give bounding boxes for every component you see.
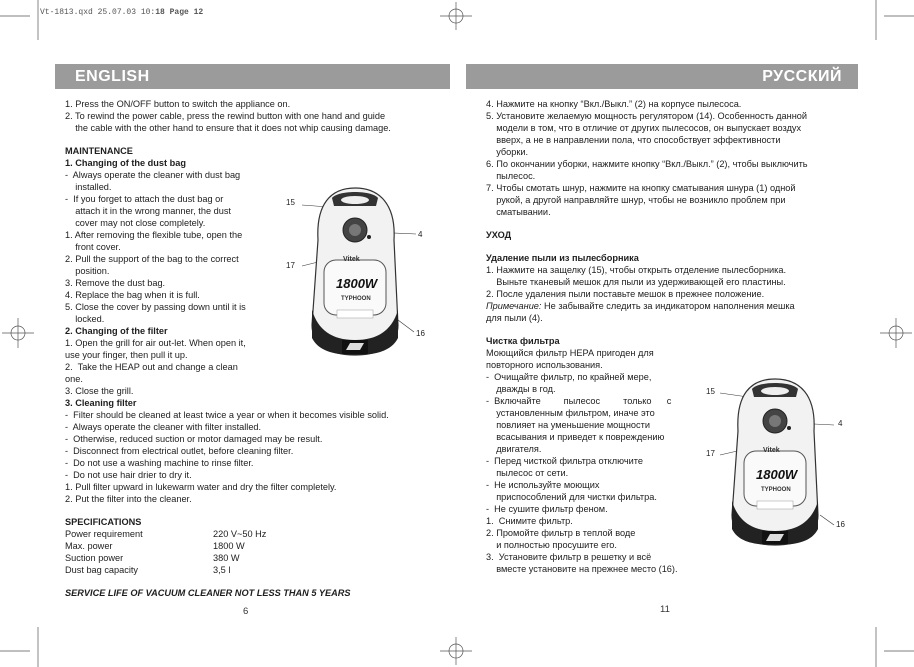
english-banner: ENGLISH [55,64,450,89]
filter-cleaning-line: дважды в год. [486,384,556,394]
cleaning-line: 2. Put the filter into the cleaner. [65,494,192,504]
dust-bag-line: locked. [65,314,105,324]
filter-cleaning-line: - Перед чисткой фильтра отключите [486,456,643,466]
callout-15: 15 [286,198,295,207]
filter-line: 3. Close the grill. [65,386,134,396]
operation-line: рукой, а другой направляйте шнур, чтобы не возникло проблем при [486,195,786,205]
dust-bag-heading: 1. Changing of the dust bag [65,158,186,168]
callout-4: 4 [418,230,423,239]
filter-line: 1. Open the grill for air out-let. When open it, [65,338,246,348]
filter-cleaning-line: и полностью просушите его. [486,540,617,550]
brand-logo: Vitek [343,256,360,263]
operation-line: пылесос. [486,171,536,181]
spec-row: Dust bag capacity 3,5 l [65,565,231,575]
cleaning-line: - Do not use a washing machine to rinse filter. [65,458,254,468]
callout-4: 4 [838,419,843,428]
service-life-note: SERVICE LIFE OF VACUUM CLEANER NOT LESS THAN 5 YEARS [65,588,351,598]
note-line: для пыли (4). [486,313,543,323]
page-number-right: 11 [660,604,670,615]
filter-cleaning-line: - Очищайте фильтр, по крайней мере, [486,372,652,382]
filter-cleaning-line: - Включайте пылесос только с [486,396,672,406]
dust-bag-line: - Always operate the cleaner with dust bag [65,170,241,180]
operation-line: вверх, а не в направлении пола, что способствует эффективности [486,135,781,145]
brand-logo: Vitek [763,447,780,454]
filter-cleaning-line: - Не используйте моющих [486,480,600,490]
filter-heading: 2. Changing of the filter [65,326,168,336]
intro-line: the cable with the other hand to ensure that it does not whip causing damage. [65,123,391,133]
dust-removal-line: Выньте тканевый мешок для пыли из удерживающей его пластины. [486,277,786,287]
note-line: Примечание: Не забывайте следить за индикатором наполнения мешка [486,301,795,311]
filter-cleaning-line: пылесос от сети. [486,468,569,478]
dust-bag-line: 4. Replace the bag when it is full. [65,290,200,300]
filter-cleaning-line: 3. Установите фильтр в решетку и всё [486,552,652,562]
model-label: 1800W [336,276,378,291]
callout-15: 15 [706,387,715,396]
operation-line: модели в том, что в отличие от других пылесосов, он выпускает воздух [486,123,802,133]
spec-row: Power requirement 220 V~50 Hz [65,529,267,539]
filter-cleaning-line: двигателя. [486,444,542,454]
filter-line: 2. Take the HEAP out and change a clean [65,362,238,372]
file-slug: Vt-1813.qxd 25.07.03 10:18 Page 12 [40,8,204,17]
page-number-left: 6 [243,606,249,617]
filter-cleaning-line: установленным фильтром, иначе это [486,408,655,418]
operation-line: 4. Нажмите на кнопку “Вкл./Выкл.” (2) на корпусе пылесоса. [486,99,742,109]
intro-line: 2. To rewind the power cable, press the rewind button with one hand and guide [65,111,386,121]
dust-bag-line: cover may not close completely. [65,218,206,228]
filter-cleaning-line: повторного использования. [486,360,603,370]
spec-row: Max. power 1800 W [65,541,245,551]
vacuum-figure-left [280,180,430,360]
dust-bag-line: front cover. [65,242,121,252]
product-name: TYPHOON [341,296,371,302]
specifications-heading: SPECIFICATIONS [65,517,142,527]
cleaning-line: - Always operate the cleaner with filter installed. [65,422,262,432]
dust-bag-line: attach it in the wrong manner, the dust [65,206,231,216]
dust-bag-line: - If you forget to attach the dust bag or [65,194,224,204]
cleaning-line: - Otherwise, reduced suction or motor damaged may be result. [65,434,323,444]
dust-bag-line: installed. [65,182,112,192]
operation-line: 7. Чтобы смотать шнур, нажмите на кнопку сматывания шнура (1) одной [486,183,796,193]
dust-removal-line: 1. Нажмите на защелку (15), чтобы открыть отделение пылесборника. [486,265,787,275]
dust-bag-line: 5. Close the cover by passing down until it is [65,302,246,312]
intro-line: 1. Press the ON/OFF button to switch the appliance on. [65,99,291,109]
vacuum-cleaner-illustration [280,180,430,360]
spec-row: Suction power 380 W [65,553,240,563]
vacuum-figure-right [702,375,852,555]
callout-17: 17 [706,449,715,458]
dust-removal-line: 2. После удаления пыли поставьте мешок в прежнее положение. [486,289,765,299]
callout-16: 16 [416,329,425,338]
filter-cleaning-line: вместе установите на прежнее место (16). [486,564,678,574]
dust-bag-line: 3. Remove the dust bag. [65,278,166,288]
callout-17: 17 [286,261,295,270]
filter-cleaning-line: всасывания и приведет к повреждению [486,432,665,442]
maintenance-heading: MAINTENANCE [65,146,133,156]
cleaning-heading: 3. Cleaning filter [65,398,137,408]
care-heading: УХОД [486,230,512,240]
cleaning-line: 1. Pull filter upward in lukewarm water and dry the filter completely. [65,482,337,492]
callout-16: 16 [836,520,845,529]
filter-cleaning-line: 1. Снимите фильтр. [486,516,573,526]
dust-bag-line: 2. Pull the support of the bag to the correct [65,254,239,264]
cleaning-line: - Disconnect from electrical outlet, before cleaning filter. [65,446,294,456]
model-label: 1800W [756,467,798,482]
filter-cleaning-line: Моющийся фильтр НЕРА пригоден для [486,348,654,358]
product-name: TYPHOON [761,487,791,493]
filter-line: one. [65,374,83,384]
russian-banner: РУССКИЙ [466,64,858,89]
cleaning-line: - Do not use hair drier to dry it. [65,470,192,480]
filter-cleaning-line: повлияет на уменьшение мощности [486,420,650,430]
operation-line: 5. Установите желаемую мощность регулятором (14). Особенность данной [486,111,808,121]
filter-cleaning-line: - Не сушите фильтр феном. [486,504,608,514]
filter-cleaning-heading: Чистка фильтра [486,336,560,346]
dust-removal-heading: Удаление пыли из пылесборника [486,253,639,263]
operation-line: 6. По окончании уборки, нажмите кнопку “Вкл./Выкл.” (2), чтобы выключить [486,159,808,169]
cleaning-line: - Filter should be cleaned at least twice a year or when it becomes visible solid. [65,410,389,420]
filter-cleaning-line: приспособлений для чистки фильтра. [486,492,657,502]
vacuum-cleaner-illustration [702,375,852,555]
operation-line: уборки. [486,147,529,157]
filter-cleaning-line: 2. Промойте фильтр в теплой воде [486,528,636,538]
operation-line: сматывании. [486,207,551,217]
dust-bag-line: position. [65,266,110,276]
filter-line: use your finger, then pull it up. [65,350,188,360]
dust-bag-line: 1. After removing the flexible tube, open the [65,230,243,240]
